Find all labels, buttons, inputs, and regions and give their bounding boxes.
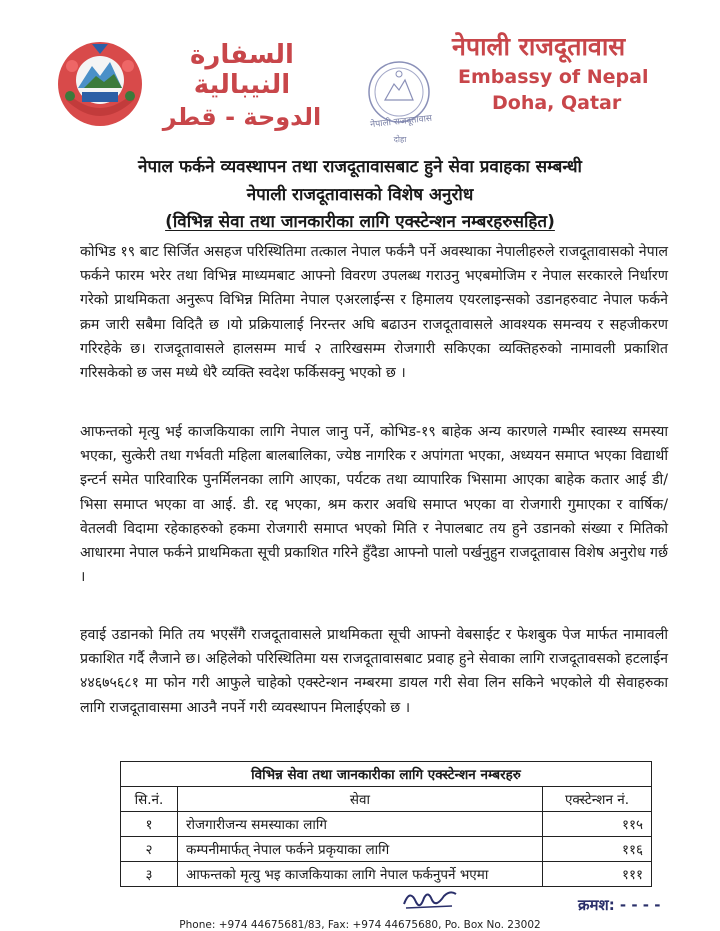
row-extension: १११ [543, 862, 652, 887]
continued-mark: क्रमश: - - - - [578, 896, 661, 914]
header-service: सेवा [178, 787, 543, 812]
table-row [121, 837, 652, 862]
row-extension: ११६ [543, 837, 652, 862]
table-row [121, 862, 652, 887]
signature-icon [400, 884, 460, 912]
title-line-2: नेपाली राजदूतावासको विशेष अनुरोध [246, 185, 474, 205]
row-service: कम्पनीमार्फत् नेपाल फर्कने प्रकृयाका लागि [178, 837, 543, 862]
nepali-embassy-name: नेपाली राजदूतावास [452, 32, 626, 61]
row-extension: ११५ [543, 812, 652, 837]
embassy-seal-icon [352, 52, 446, 146]
seal-caption: नेपाली राजदूतावास [369, 113, 433, 131]
embassy-name-english: Embassy of Nepal [458, 66, 649, 88]
table-row [121, 812, 652, 837]
row-service: आफन्तको मृत्यु भइ काजकियाका लागि नेपाल फर्कनुपर्ने भएमा [178, 862, 543, 887]
embassy-city-english: Doha, Qatar [492, 92, 622, 114]
title-line-1: नेपाल फर्कने व्यवस्थापन तथा राजदूतावासबाट हुने सेवा प्रवाहका सम्बन्धी [138, 157, 582, 177]
letterhead [0, 0, 720, 150]
table-caption: विभिन्न सेवा तथा जानकारीका लागि एक्स्टेन्शन नम्बरहरु [121, 762, 652, 787]
header-serial: सि.नं. [121, 787, 178, 812]
header-extension: एक्स्टेन्शन नं. [543, 787, 652, 812]
nepal-coat-of-arms-icon [52, 36, 148, 132]
arabic-line-1: السفارة النيبالية [190, 40, 294, 100]
extension-table [120, 761, 652, 887]
row-serial: २ [121, 837, 178, 862]
row-serial: ३ [121, 862, 178, 887]
english-embassy-name [452, 30, 672, 116]
paragraph-2: आफन्तको मृत्यु भई काजकियाका लागि नेपाल जानु पर्ने, कोभिड-१९ बाहेक अन्य कारणले गम्भीर स्वास्थ्य समस्या भएका, सुत्केरी तथा गर्भवती महिला बालबालिका, ज्येष्ठ नागरिक र अपांगता भएका, अध्ययन समाप्त भएका विद्यार्थी इन्टर्न समेत पारिवारिक पुनर्मिलनका लागि आएका, पर्यटक तथा व्यापारिक भिसामा आएका बाहेक कतार आई डी/भिसा समाप्त भएका वा आई. डी. रद्द भएका, श्रम करार अवधि समाप्त भएका वा रोजगारी गुमाएका र वार्षिक/वेतलवी विदामा रहेकाहरुको हकमा रोजगारी समाप्त भएको मिति र नेपालबाट तय हुने उडानको संख्या र मितिको आधारमा नेपाल फर्कने प्राथमिकता सूची प्रकाशित गरिने हुँदैडा आफ्नो पालो पर्खनुहुन राजदूतावास विशेष अनुरोध गर्छ । [80, 424, 668, 586]
title-line-3 [0, 209, 720, 232]
title-line-3-text: (विभिन्न सेवा तथा जानकारीका लागि एक्स्टेन्शन नम्बरहरुसहित) [165, 212, 555, 232]
row-service: रोजगारीजन्य समस्याका लागि [178, 812, 543, 837]
row-serial: १ [121, 812, 178, 837]
seal-subcaption: दोहा [393, 135, 407, 144]
paragraph-1: कोभिड १९ बाट सिर्जित असहज परिस्थितिमा तत्काल नेपाल फर्कनै पर्ने अवस्थाका नेपालीहरुले राजदूतावासको नेपाल फर्कने फारम भरेर तथा विभिन्न माध्यमबाट आफ्नो विवरण उपलब्ध गराउनु भएबमोजिम र नेपाल सरकारले निर्धारण गरेको प्राथमिकता अनुरूप विभिन्न मितिमा नेपाल एअरलाईन्स र हिमालय एयरलाइन्सको उडानहरुवाट नेपाल फर्कने क्रम जारी सबैमा विदितै छ ।यो प्रक्रियालाई निरन्तर अघि बढाउन राजदूतावासले आवश्यक समन्वय र सहजीकरण गरिरहेके छ। राजदूतावासले हालसम्म मार्च २ तारिखसम्म रोजगारी सकिएका व्यक्तिहरुको नामावली प्रकाशित गरिसकेको छ जस मध्ये धेरै व्यक्ति स्वदेश फर्किसक्नु भएको छ । [80, 244, 668, 382]
arabic-line-2: الدوحة - قطر [162, 103, 322, 131]
arabic-embassy-name [158, 40, 326, 134]
footer-contact: Phone: +974 44675681/83, Fax: +974 44675680, Po. Box No. 23002 [179, 919, 541, 931]
table-header-row [121, 787, 652, 812]
paragraph-3: हवाई उडानको मिति तय भएसँगै राजदूतावासले प्राथमिकता सूची आफ्नो वेबसाईट र फेशबुक पेज मार्फत नामावली प्रकाशित गर्दै लैजाने छ। अहिलेको परिस्थितिमा यस राजदूतावासबाट प्रवाह हुने सेवाका लागि राजदूतावसको हटलाईन ४४६७५६८१ मा फोन गरी आफुले चाहेको एक्स्टेन्शन नम्बरमा डायल गरी सेवा लिन सकिने भएकोले यी सेवाहरुका लागि राजदूतावासमा आउनै नपर्ने गरी व्यवस्थापन मिलाईएको छ । [80, 627, 668, 716]
